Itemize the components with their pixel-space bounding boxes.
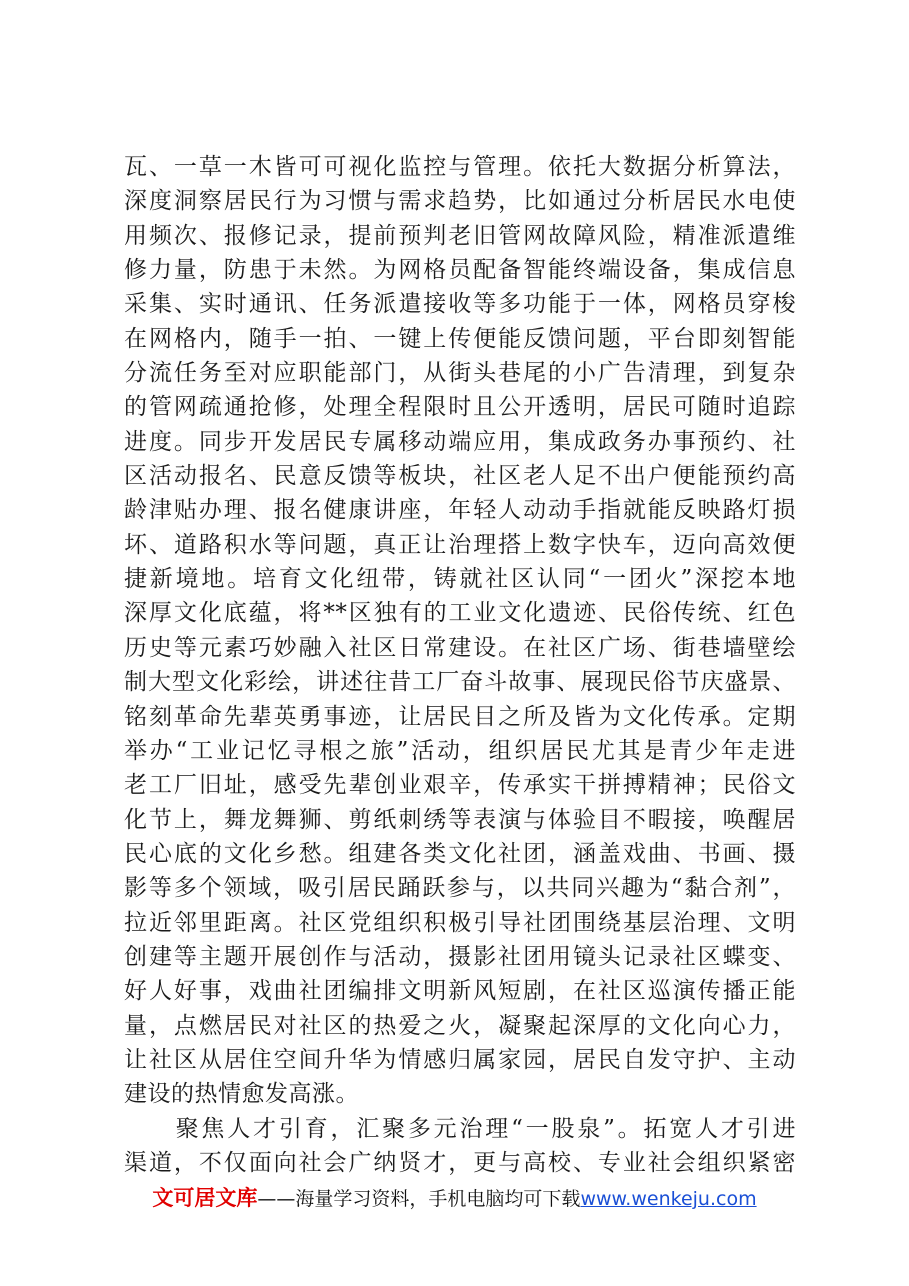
brand-name: 文可居文库 <box>152 1186 258 1210</box>
text-line: 量，点燃居民对社区的热爱之火，凝聚起深厚的文化向心力， <box>124 1012 796 1039</box>
text-line: 的管网疏通抢修，处理全程限时且公开透明，居民可随时追踪 <box>124 394 796 421</box>
text-line: 民心底的文化乡愁。组建各类文化社团，涵盖戏曲、书画、摄 <box>124 840 796 867</box>
footer-slogan: ——海量学习资料，手机电脑均可下载 <box>257 1188 581 1210</box>
text-line: 老工厂旧址，感受先辈创业艰辛，传承实干拼搏精神；民俗文 <box>124 772 796 799</box>
paragraph-start-line: 聚焦人才引育，汇聚多元治理“一股泉”。拓宽人才引进 <box>124 1115 796 1142</box>
text-line: 历史等元素巧妙融入社区日常建设。在社区广场、街巷墙壁绘 <box>124 634 796 661</box>
footer-banner <box>0 1183 909 1214</box>
text-line: 区活动报名、民意反馈等板块，社区老人足不出户便能预约高 <box>124 463 796 490</box>
text-line: 铭刻革命先辈英勇事迹，让居民目之所及皆为文化传承。定期 <box>124 703 796 730</box>
paragraph-end-line: 建设的热情愈发高涨。 <box>124 1081 359 1108</box>
text-line: 渠道，不仅面向社会广纳贤才，更与高校、专业社会组织紧密 <box>124 1149 796 1176</box>
text-line: 坏、道路积水等问题，真正让治理搭上数字快车，迈向高效便 <box>124 531 796 558</box>
text-line: 好人好事，戏曲社团编排文明新风短剧，在社区巡演传播正能 <box>124 978 796 1005</box>
text-line: 影等多个领域，吸引居民踊跃参与，以共同兴趣为“黏合剂”， <box>124 875 796 902</box>
text-line: 采集、实时通讯、任务派遣接收等多功能于一体，网格员穿梭 <box>124 291 796 318</box>
text-line: 捷新境地。培育文化纽带，铸就社区认同“一团火”深挖本地 <box>124 566 796 593</box>
text-line: 用频次、报修记录，提前预判老旧管网故障风险，精准派遣维 <box>124 222 796 249</box>
text-line: 举办“工业记忆寻根之旅”活动，组织居民尤其是青少年走进 <box>124 737 796 764</box>
text-line: 分流任务至对应职能部门，从街头巷尾的小广告清理，到复杂 <box>124 360 796 387</box>
text-line: 进度。同步开发居民专属移动端应用，集成政务办事预约、社 <box>124 428 796 455</box>
text-line: 化节上，舞龙舞狮、剪纸刺绣等表演与体验目不暇接，唤醒居 <box>124 806 796 833</box>
text-line: 深度洞察居民行为习惯与需求趋势，比如通过分析居民水电使 <box>124 188 796 215</box>
text-line: 让社区从居住空间升华为情感归属家园，居民自发守护、主动 <box>124 1046 796 1073</box>
website-link[interactable]: www.wenkeju.com <box>580 1188 757 1210</box>
text-line: 瓦、一草一木皆可可视化监控与管理。依托大数据分析算法， <box>124 154 796 180</box>
text-line: 制大型文化彩绘，讲述往昔工厂奋斗故事、展现民俗节庆盛景、 <box>124 669 796 696</box>
text-line: 拉近邻里距离。社区党组织积极引导社团围绕基层治理、文明 <box>124 909 796 936</box>
text-line: 修力量，防患于未然。为网格员配备智能终端设备，集成信息 <box>124 257 796 284</box>
document-body <box>124 150 796 1180</box>
text-line: 深厚文化底蕴，将**区独有的工业文化遗迹、民俗传统、红色 <box>124 600 796 627</box>
text-line: 龄津贴办理、报名健康讲座，年轻人动动手指就能反映路灯损 <box>124 497 796 524</box>
text-line: 创建等主题开展创作与活动，摄影社团用镜头记录社区蝶变、 <box>124 943 796 970</box>
text-line: 在网格内，随手一拍、一键上传便能反馈问题，平台即刻智能 <box>124 325 796 352</box>
